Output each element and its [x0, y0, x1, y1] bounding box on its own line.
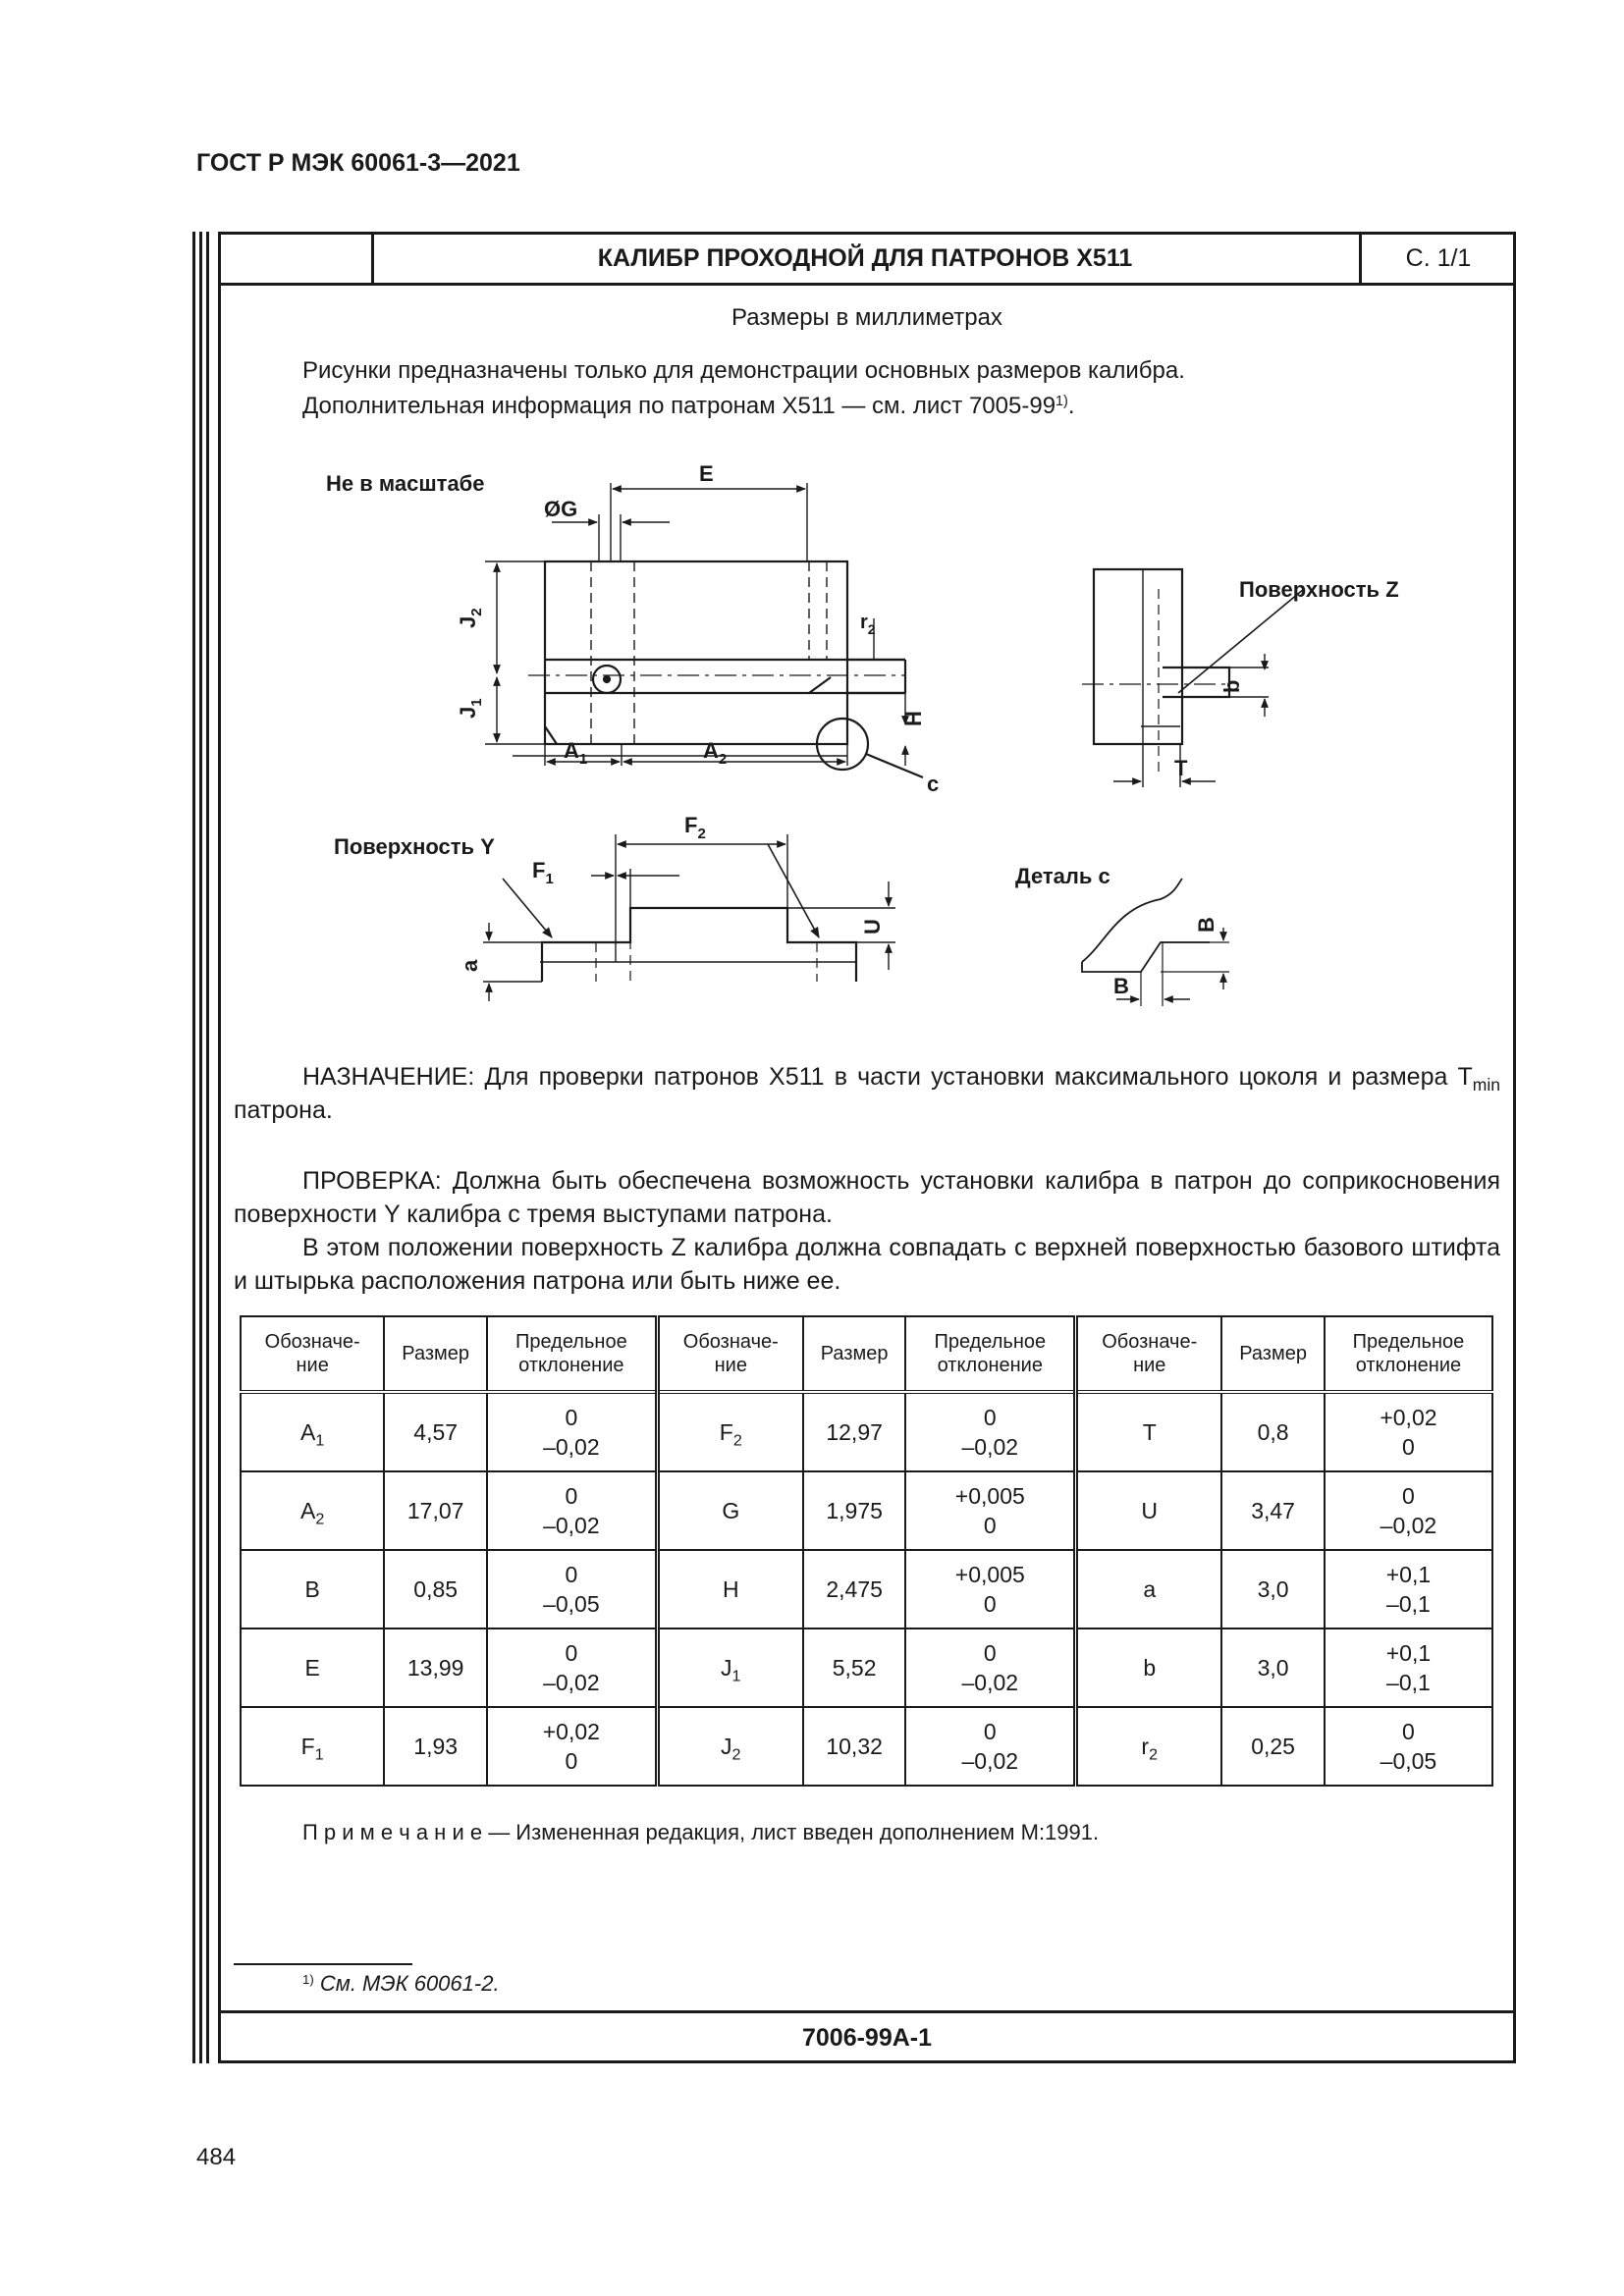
designation-cell: T [1076, 1392, 1222, 1471]
tolerance-cell: 0 –0,05 [487, 1550, 657, 1629]
size-cell: 0,8 [1221, 1392, 1325, 1471]
tolerance-cell: +0,005 0 [905, 1550, 1075, 1629]
tolerance-cell: +0,1 –0,1 [1325, 1550, 1492, 1629]
table-header-cell: Предельное отклонение [905, 1316, 1075, 1392]
tolerance-cell: 0 –0,02 [487, 1392, 657, 1471]
size-cell: 12,97 [803, 1392, 906, 1471]
side-view-body [1094, 569, 1182, 744]
tolerance-cell: +0,005 0 [905, 1471, 1075, 1550]
svg-text:c: c [927, 772, 940, 796]
svg-text:H: H [901, 711, 926, 726]
table-header-cell: Размер [384, 1316, 487, 1392]
purpose-paragraph: НАЗНАЧЕНИЕ: Для проверки патронов X511 в части установки максимального цоколя и размера $T_{min}$ патрона. [234, 1063, 1500, 1124]
gauge-drawing [218, 432, 1516, 1060]
designation-cell: $J_1$ [657, 1629, 803, 1707]
table-header-cell: Размер [803, 1316, 906, 1392]
frame-rule-outer [192, 232, 195, 2063]
svg-text:B: B [1113, 974, 1129, 998]
svg-text:ØG: ØG [544, 497, 578, 521]
svg-text:A1: $A_1$ [564, 738, 588, 768]
designation-cell: U [1076, 1471, 1222, 1550]
table-header-cell: Предельное отклонение [1325, 1316, 1492, 1392]
intro-line-2: Дополнительная информация по патронам X511 — см. лист 7005-99$^{1)}$. [302, 393, 1075, 419]
table-header-cell: Обозначе- ние [657, 1316, 803, 1392]
svg-text:E: E [699, 461, 714, 486]
intro-line-1: Рисунки предназначены только для демонстрации основных размеров калибра. [302, 357, 1185, 384]
table-row [241, 1707, 1492, 1786]
parameters-table [240, 1315, 1493, 1787]
size-cell: 5,52 [803, 1629, 906, 1707]
sheet-number: 7006-99A-1 [801, 2024, 933, 2052]
gauge-body-outline [545, 561, 847, 744]
svg-text:J1: $J_1$ [456, 698, 485, 719]
designation-cell: a [1076, 1550, 1222, 1629]
designation-cell: G [657, 1471, 803, 1550]
tolerance-cell: 0 –0,02 [487, 1471, 657, 1550]
size-cell: 3,0 [1221, 1629, 1325, 1707]
size-cell: 3,0 [1221, 1550, 1325, 1629]
table-header-cell: Предельное отклонение [487, 1316, 657, 1392]
check-paragraph-2: В этом положении поверхность Z калибра должна совпадать с верхней поверхностью базового штифта и штырька расположения патрона или быть ниже ее. [234, 1234, 1500, 1295]
tolerance-cell: +0,02 0 [487, 1707, 657, 1786]
sheet-title: КАЛИБР ПРОХОДНОЙ ДЛЯ ПАТРОНОВ X511 [597, 244, 1133, 272]
page-number: 484 [196, 2144, 237, 2170]
table-row [241, 1550, 1492, 1629]
svg-text:F1: $F_1$ [532, 858, 554, 887]
size-cell: 2,475 [803, 1550, 906, 1629]
tolerance-cell: 0 –0,02 [1325, 1471, 1492, 1550]
table-header-row [241, 1316, 1492, 1392]
designation-cell: B [241, 1550, 384, 1629]
size-cell: 13,99 [384, 1629, 487, 1707]
designation-cell: $J_2$ [657, 1707, 803, 1786]
designation-cell: $F_1$ [241, 1707, 384, 1786]
tolerance-cell: 0 –0,02 [905, 1629, 1075, 1707]
size-cell: 17,07 [384, 1471, 487, 1550]
check-paragraph: ПРОВЕРКА: Должна быть обеспечена возможность установки калибра в патрон до соприкосновения поверхности Y калибра с тремя выступами патрона. [234, 1167, 1500, 1228]
tolerance-cell: 0 –0,05 [1325, 1707, 1492, 1786]
designation-cell: H [657, 1550, 803, 1629]
svg-text:F2: $F_2$ [684, 813, 706, 842]
note: П р и м е ч а н и е — Измененная редакция, лист введен дополнением M:1991. [302, 1820, 1100, 1844]
sheet-page: С. 1/1 [1405, 244, 1472, 272]
size-cell: 4,57 [384, 1392, 487, 1471]
footnote: $^{1)}$ См. МЭК 60061-2. [302, 1971, 500, 1996]
frame-rule-inner [206, 232, 209, 2063]
svg-text:T: T [1174, 756, 1188, 780]
size-cell: 0,85 [384, 1550, 487, 1629]
tolerance-cell: +0,1 –0,1 [1325, 1629, 1492, 1707]
svg-text:J2: $J_2$ [456, 608, 485, 628]
tolerance-cell: 0 –0,02 [905, 1392, 1075, 1471]
table-header-cell: Обозначе- ние [241, 1316, 384, 1392]
intro-text [302, 353, 1185, 424]
svg-text:A2: $A_2$ [703, 738, 728, 768]
designation-cell: $F_2$ [657, 1392, 803, 1471]
surface-y-label: Поверхность Y [334, 834, 495, 859]
tolerance-cell: +0,02 0 [1325, 1392, 1492, 1471]
size-cell: 10,32 [803, 1707, 906, 1786]
table-row [241, 1392, 1492, 1471]
svg-text:r2: $r_2$ [860, 612, 876, 637]
document-code: ГОСТ Р МЭК 60061-3—2021 [196, 149, 520, 177]
tolerance-cell: 0 –0,02 [487, 1629, 657, 1707]
frame-rule-middle [199, 232, 202, 2063]
svg-text:b: b [1219, 679, 1244, 693]
tolerance-cell: 0 –0,02 [905, 1707, 1075, 1786]
table-header-cell: Размер [1221, 1316, 1325, 1392]
table-row [241, 1471, 1492, 1550]
svg-text:a: a [458, 959, 482, 972]
size-cell: 1,975 [803, 1471, 906, 1550]
designation-cell: E [241, 1629, 384, 1707]
size-cell: 0,25 [1221, 1707, 1325, 1786]
table-row [241, 1629, 1492, 1707]
surface-z-label: Поверхность Z [1239, 577, 1399, 602]
units-note: Размеры в миллиметрах [731, 304, 1002, 331]
svg-text:U: U [860, 919, 885, 934]
svg-text:B: B [1194, 917, 1218, 933]
designation-cell: b [1076, 1629, 1222, 1707]
size-cell: 1,93 [384, 1707, 487, 1786]
not-to-scale-label: Не в масштабе [326, 471, 485, 496]
footnote-rule [234, 1963, 412, 1965]
table-body [241, 1392, 1492, 1786]
designation-cell: $A_1$ [241, 1392, 384, 1471]
detail-c-label: Деталь c [1015, 864, 1110, 888]
table-header-cell: Обозначе- ние [1076, 1316, 1222, 1392]
size-cell: 3,47 [1221, 1471, 1325, 1550]
designation-cell: $r_2$ [1076, 1707, 1222, 1786]
designation-cell: $A_2$ [241, 1471, 384, 1550]
